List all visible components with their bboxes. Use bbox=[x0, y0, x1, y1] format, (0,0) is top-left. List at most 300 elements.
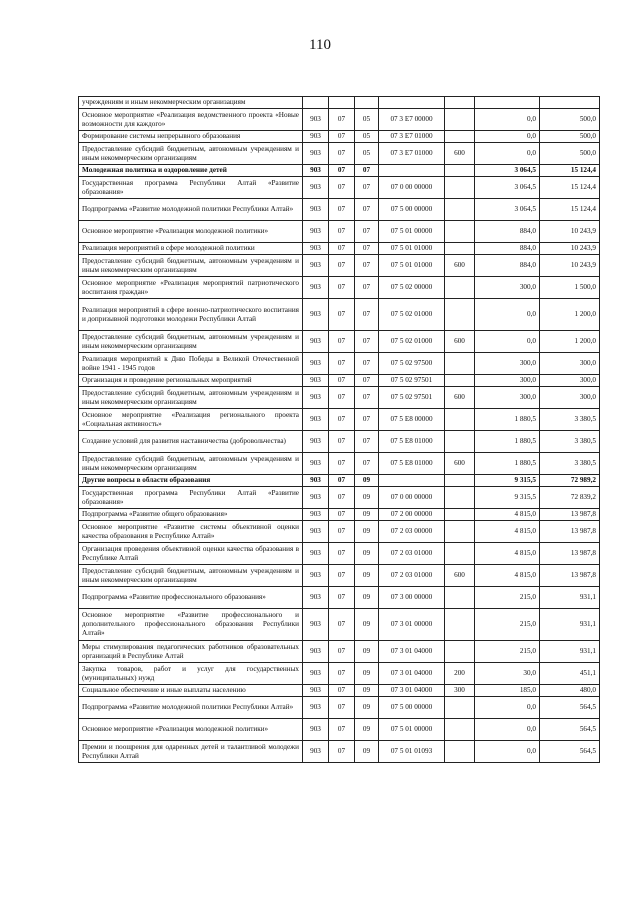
cell-pr: 09 bbox=[355, 475, 379, 487]
cell-amount-1: 1 880,5 bbox=[475, 409, 540, 431]
cell-vr: 600 bbox=[445, 331, 475, 353]
cell-csr: 07 5 01 00000 bbox=[379, 719, 445, 741]
cell-pr: 09 bbox=[355, 565, 379, 587]
cell-csr: 07 3 01 00000 bbox=[379, 609, 445, 641]
cell-gr: 903 bbox=[303, 663, 329, 685]
cell-amount-1: 884,0 bbox=[475, 221, 540, 243]
cell-name: Предоставление субсидий бюджетным, автономным учреждениям и иным некоммерческим организациям bbox=[79, 453, 303, 475]
cell-name: Меры стимулирования педагогических работников образовательных организаций в Республике Алтай bbox=[79, 641, 303, 663]
cell-csr: 07 2 03 01000 bbox=[379, 543, 445, 565]
cell-rz: 07 bbox=[329, 353, 355, 375]
cell-vr bbox=[445, 199, 475, 221]
cell-amount-1: 300,0 bbox=[475, 375, 540, 387]
cell-pr: 07 bbox=[355, 387, 379, 409]
cell-amount-2: 480,0 bbox=[540, 685, 600, 697]
cell-amount-2: 13 987,8 bbox=[540, 521, 600, 543]
cell-gr: 903 bbox=[303, 375, 329, 387]
cell-vr bbox=[445, 221, 475, 243]
cell-rz: 07 bbox=[329, 109, 355, 131]
table-row bbox=[79, 685, 600, 697]
cell-name: Основное мероприятие «Реализация регионального проекта «Социальная активность» bbox=[79, 409, 303, 431]
cell-amount-1: 0,0 bbox=[475, 299, 540, 331]
cell-vr bbox=[445, 509, 475, 521]
cell-amount-2: 564,5 bbox=[540, 697, 600, 719]
cell-amount-1: 215,0 bbox=[475, 587, 540, 609]
cell-name: Основное мероприятие «Развитие профессионального и дополнительного профессионального образования Республики Алтай» bbox=[79, 609, 303, 641]
cell-pr: 05 bbox=[355, 143, 379, 165]
cell-csr: 07 5 01 00000 bbox=[379, 221, 445, 243]
cell-amount-1: 0,0 bbox=[475, 697, 540, 719]
table-row bbox=[79, 299, 600, 331]
cell-gr: 903 bbox=[303, 741, 329, 763]
cell-amount-2: 451,1 bbox=[540, 663, 600, 685]
cell-rz: 07 bbox=[329, 453, 355, 475]
table-row bbox=[79, 255, 600, 277]
cell-pr: 09 bbox=[355, 543, 379, 565]
cell-gr: 903 bbox=[303, 609, 329, 641]
table-row bbox=[79, 131, 600, 143]
cell-amount-1 bbox=[475, 97, 540, 109]
cell-amount-2: 10 243,9 bbox=[540, 221, 600, 243]
cell-gr: 903 bbox=[303, 143, 329, 165]
cell-amount-1: 300,0 bbox=[475, 353, 540, 375]
cell-rz: 07 bbox=[329, 685, 355, 697]
cell-vr bbox=[445, 431, 475, 453]
cell-rz: 07 bbox=[329, 177, 355, 199]
cell-rz: 07 bbox=[329, 331, 355, 353]
cell-gr: 903 bbox=[303, 243, 329, 255]
table-row bbox=[79, 165, 600, 177]
cell-amount-2: 10 243,9 bbox=[540, 255, 600, 277]
cell-gr: 903 bbox=[303, 165, 329, 177]
cell-vr bbox=[445, 587, 475, 609]
cell-amount-1: 1 880,5 bbox=[475, 453, 540, 475]
table-row bbox=[79, 387, 600, 409]
cell-vr bbox=[445, 409, 475, 431]
cell-rz: 07 bbox=[329, 587, 355, 609]
table-row bbox=[79, 375, 600, 387]
cell-pr: 07 bbox=[355, 331, 379, 353]
cell-amount-2: 1 200,0 bbox=[540, 299, 600, 331]
cell-gr: 903 bbox=[303, 565, 329, 587]
cell-vr bbox=[445, 475, 475, 487]
cell-amount-2: 10 243,9 bbox=[540, 243, 600, 255]
cell-amount-2: 72 839,2 bbox=[540, 487, 600, 509]
cell-pr: 07 bbox=[355, 243, 379, 255]
table-row bbox=[79, 565, 600, 587]
cell-amount-1: 215,0 bbox=[475, 641, 540, 663]
cell-name: Подпрограмма «Развитие молодежной политики Республики Алтай» bbox=[79, 697, 303, 719]
cell-amount-2: 15 124,4 bbox=[540, 177, 600, 199]
cell-vr: 600 bbox=[445, 387, 475, 409]
cell-gr: 903 bbox=[303, 131, 329, 143]
cell-amount-1: 300,0 bbox=[475, 387, 540, 409]
table-row bbox=[79, 243, 600, 255]
cell-name: Реализация мероприятий к Дню Победы в Великой Отечественной войне 1941 - 1945 годов bbox=[79, 353, 303, 375]
cell-rz: 07 bbox=[329, 221, 355, 243]
cell-amount-2: 564,5 bbox=[540, 719, 600, 741]
cell-csr: 07 3 01 04000 bbox=[379, 663, 445, 685]
cell-rz: 07 bbox=[329, 641, 355, 663]
budget-table bbox=[78, 96, 600, 763]
cell-amount-2: 72 989,2 bbox=[540, 475, 600, 487]
cell-name: Основное мероприятие «Реализация мероприятий патриотического воспитания граждан» bbox=[79, 277, 303, 299]
cell-gr: 903 bbox=[303, 221, 329, 243]
table-body bbox=[79, 97, 600, 763]
table-row bbox=[79, 221, 600, 243]
cell-csr: 07 5 02 01000 bbox=[379, 331, 445, 353]
cell-rz bbox=[329, 97, 355, 109]
cell-amount-1: 215,0 bbox=[475, 609, 540, 641]
cell-pr: 09 bbox=[355, 685, 379, 697]
table-row bbox=[79, 331, 600, 353]
cell-rz: 07 bbox=[329, 609, 355, 641]
cell-csr: 07 5 01 01093 bbox=[379, 741, 445, 763]
cell-rz: 07 bbox=[329, 697, 355, 719]
cell-rz: 07 bbox=[329, 165, 355, 177]
table-row bbox=[79, 109, 600, 131]
cell-amount-2: 500,0 bbox=[540, 131, 600, 143]
table-row bbox=[79, 431, 600, 453]
cell-vr bbox=[445, 487, 475, 509]
cell-name: Другие вопросы в области образования bbox=[79, 475, 303, 487]
cell-csr: 07 0 00 00000 bbox=[379, 177, 445, 199]
cell-gr: 903 bbox=[303, 331, 329, 353]
cell-amount-2: 500,0 bbox=[540, 143, 600, 165]
cell-amount-1: 4 815,0 bbox=[475, 565, 540, 587]
cell-gr: 903 bbox=[303, 255, 329, 277]
cell-name: Основное мероприятие «Реализация молодежной политики» bbox=[79, 221, 303, 243]
cell-gr: 903 bbox=[303, 521, 329, 543]
cell-csr: 07 5 E8 00000 bbox=[379, 409, 445, 431]
cell-pr: 09 bbox=[355, 521, 379, 543]
cell-name: Предоставление субсидий бюджетным, автономным учреждениям и иным некоммерческим организациям bbox=[79, 143, 303, 165]
cell-amount-1: 4 815,0 bbox=[475, 543, 540, 565]
cell-pr: 09 bbox=[355, 641, 379, 663]
cell-amount-1: 3 064,5 bbox=[475, 177, 540, 199]
cell-amount-2: 931,1 bbox=[540, 587, 600, 609]
cell-pr: 05 bbox=[355, 131, 379, 143]
cell-pr: 05 bbox=[355, 109, 379, 131]
cell-csr: 07 3 00 00000 bbox=[379, 587, 445, 609]
table-row bbox=[79, 543, 600, 565]
cell-gr: 903 bbox=[303, 199, 329, 221]
cell-csr: 07 3 01 04000 bbox=[379, 685, 445, 697]
cell-gr: 903 bbox=[303, 487, 329, 509]
cell-csr: 07 5 02 97500 bbox=[379, 353, 445, 375]
table-row bbox=[79, 353, 600, 375]
cell-name: Предоставление субсидий бюджетным, автономным учреждениям и иным некоммерческим организациям bbox=[79, 255, 303, 277]
cell-amount-2: 3 380,5 bbox=[540, 409, 600, 431]
cell-amount-2: 13 987,8 bbox=[540, 565, 600, 587]
cell-name: Организация и проведение региональных мероприятий bbox=[79, 375, 303, 387]
cell-name: Основное мероприятие «Реализация молодежной политики» bbox=[79, 719, 303, 741]
cell-amount-1: 884,0 bbox=[475, 243, 540, 255]
cell-name: Реализация мероприятий в сфере молодежной политики bbox=[79, 243, 303, 255]
cell-rz: 07 bbox=[329, 719, 355, 741]
cell-vr: 600 bbox=[445, 565, 475, 587]
table-row bbox=[79, 453, 600, 475]
cell-pr: 07 bbox=[355, 353, 379, 375]
table-row bbox=[79, 143, 600, 165]
cell-pr: 07 bbox=[355, 299, 379, 331]
cell-gr: 903 bbox=[303, 177, 329, 199]
cell-gr: 903 bbox=[303, 641, 329, 663]
cell-rz: 07 bbox=[329, 255, 355, 277]
cell-amount-2: 500,0 bbox=[540, 109, 600, 131]
cell-amount-1: 300,0 bbox=[475, 277, 540, 299]
cell-csr: 07 5 00 00000 bbox=[379, 199, 445, 221]
cell-csr: 07 3 E7 01000 bbox=[379, 131, 445, 143]
cell-amount-2: 15 124,4 bbox=[540, 199, 600, 221]
cell-rz: 07 bbox=[329, 663, 355, 685]
table-row bbox=[79, 177, 600, 199]
table-row bbox=[79, 719, 600, 741]
cell-amount-2: 1 200,0 bbox=[540, 331, 600, 353]
cell-vr: 200 bbox=[445, 663, 475, 685]
cell-gr: 903 bbox=[303, 509, 329, 521]
cell-pr: 09 bbox=[355, 719, 379, 741]
page-number: 110 bbox=[309, 37, 331, 53]
cell-rz: 07 bbox=[329, 741, 355, 763]
cell-vr bbox=[445, 609, 475, 641]
cell-pr: 09 bbox=[355, 509, 379, 521]
cell-gr: 903 bbox=[303, 543, 329, 565]
table-row bbox=[79, 475, 600, 487]
cell-amount-2: 564,5 bbox=[540, 741, 600, 763]
cell-amount-2: 15 124,4 bbox=[540, 165, 600, 177]
cell-vr bbox=[445, 299, 475, 331]
cell-gr: 903 bbox=[303, 697, 329, 719]
cell-rz: 07 bbox=[329, 565, 355, 587]
cell-gr: 903 bbox=[303, 453, 329, 475]
cell-rz: 07 bbox=[329, 299, 355, 331]
cell-vr bbox=[445, 277, 475, 299]
cell-rz: 07 bbox=[329, 521, 355, 543]
cell-csr: 07 5 00 00000 bbox=[379, 697, 445, 719]
table-row bbox=[79, 277, 600, 299]
cell-gr: 903 bbox=[303, 109, 329, 131]
cell-csr: 07 3 E7 00000 bbox=[379, 109, 445, 131]
cell-gr: 903 bbox=[303, 299, 329, 331]
cell-pr: 07 bbox=[355, 221, 379, 243]
cell-gr: 903 bbox=[303, 587, 329, 609]
cell-vr bbox=[445, 109, 475, 131]
cell-pr: 07 bbox=[355, 453, 379, 475]
cell-csr: 07 5 02 00000 bbox=[379, 277, 445, 299]
cell-csr bbox=[379, 165, 445, 177]
cell-vr bbox=[445, 719, 475, 741]
cell-csr bbox=[379, 475, 445, 487]
cell-name: Подпрограмма «Развитие общего образования» bbox=[79, 509, 303, 521]
cell-amount-2: 3 380,5 bbox=[540, 453, 600, 475]
cell-csr: 07 2 03 00000 bbox=[379, 521, 445, 543]
cell-vr bbox=[445, 741, 475, 763]
cell-csr: 07 3 E7 01000 bbox=[379, 143, 445, 165]
cell-rz: 07 bbox=[329, 243, 355, 255]
cell-amount-1: 9 315,5 bbox=[475, 475, 540, 487]
cell-amount-1: 0,0 bbox=[475, 143, 540, 165]
cell-gr: 903 bbox=[303, 409, 329, 431]
cell-amount-1: 4 815,0 bbox=[475, 509, 540, 521]
cell-vr bbox=[445, 97, 475, 109]
cell-name: Организация проведения объективной оценки качества образования в Республике Алтай bbox=[79, 543, 303, 565]
cell-rz: 07 bbox=[329, 475, 355, 487]
table-row bbox=[79, 199, 600, 221]
table-row bbox=[79, 697, 600, 719]
table-row bbox=[79, 741, 600, 763]
cell-vr bbox=[445, 641, 475, 663]
cell-rz: 07 bbox=[329, 543, 355, 565]
cell-pr: 07 bbox=[355, 277, 379, 299]
cell-name: Подпрограмма «Развитие молодежной политики Республики Алтай» bbox=[79, 199, 303, 221]
cell-vr bbox=[445, 131, 475, 143]
cell-gr: 903 bbox=[303, 387, 329, 409]
cell-csr: 07 5 E8 01000 bbox=[379, 431, 445, 453]
cell-name: Социальное обеспечение и иные выплаты населению bbox=[79, 685, 303, 697]
cell-rz: 07 bbox=[329, 387, 355, 409]
cell-name: Закупка товаров, работ и услуг для государственных (муниципальных) нужд bbox=[79, 663, 303, 685]
cell-gr: 903 bbox=[303, 431, 329, 453]
cell-gr: 903 bbox=[303, 475, 329, 487]
cell-pr: 07 bbox=[355, 165, 379, 177]
cell-pr: 07 bbox=[355, 375, 379, 387]
cell-amount-2: 300,0 bbox=[540, 375, 600, 387]
cell-vr bbox=[445, 243, 475, 255]
cell-pr: 07 bbox=[355, 431, 379, 453]
cell-amount-2: 13 987,8 bbox=[540, 543, 600, 565]
cell-amount-2: 300,0 bbox=[540, 353, 600, 375]
cell-amount-1: 1 880,5 bbox=[475, 431, 540, 453]
cell-csr: 07 0 00 00000 bbox=[379, 487, 445, 509]
cell-rz: 07 bbox=[329, 409, 355, 431]
cell-gr bbox=[303, 97, 329, 109]
cell-csr: 07 2 03 01000 bbox=[379, 565, 445, 587]
cell-amount-1: 185,0 bbox=[475, 685, 540, 697]
table-row bbox=[79, 97, 600, 109]
table-row bbox=[79, 487, 600, 509]
cell-name: Основное мероприятие «Реализация ведомственного проекта «Новые возможности для каждого» bbox=[79, 109, 303, 131]
cell-pr: 09 bbox=[355, 697, 379, 719]
cell-amount-1: 0,0 bbox=[475, 131, 540, 143]
table-row bbox=[79, 409, 600, 431]
cell-amount-1: 3 064,5 bbox=[475, 165, 540, 177]
cell-amount-1: 9 315,5 bbox=[475, 487, 540, 509]
cell-csr: 07 5 02 97501 bbox=[379, 387, 445, 409]
cell-vr bbox=[445, 521, 475, 543]
cell-vr bbox=[445, 353, 475, 375]
cell-csr bbox=[379, 97, 445, 109]
cell-vr: 600 bbox=[445, 453, 475, 475]
cell-amount-2: 931,1 bbox=[540, 641, 600, 663]
cell-rz: 07 bbox=[329, 277, 355, 299]
cell-pr: 09 bbox=[355, 609, 379, 641]
cell-pr: 09 bbox=[355, 587, 379, 609]
cell-gr: 903 bbox=[303, 353, 329, 375]
cell-rz: 07 bbox=[329, 375, 355, 387]
cell-rz: 07 bbox=[329, 431, 355, 453]
cell-rz: 07 bbox=[329, 199, 355, 221]
cell-pr: 09 bbox=[355, 487, 379, 509]
cell-vr bbox=[445, 697, 475, 719]
cell-amount-1: 884,0 bbox=[475, 255, 540, 277]
cell-amount-2: 3 380,5 bbox=[540, 431, 600, 453]
cell-csr: 07 5 01 01000 bbox=[379, 255, 445, 277]
cell-pr: 07 bbox=[355, 177, 379, 199]
cell-amount-2: 300,0 bbox=[540, 387, 600, 409]
table-row bbox=[79, 521, 600, 543]
cell-csr: 07 5 02 01000 bbox=[379, 299, 445, 331]
cell-name: Формирование системы непрерывного образования bbox=[79, 131, 303, 143]
cell-amount-1: 0,0 bbox=[475, 741, 540, 763]
cell-gr: 903 bbox=[303, 277, 329, 299]
table-row bbox=[79, 509, 600, 521]
cell-amount-1: 3 064,5 bbox=[475, 199, 540, 221]
cell-name: Предоставление субсидий бюджетным, автономным учреждениям и иным некоммерческим организациям bbox=[79, 387, 303, 409]
cell-vr: 600 bbox=[445, 255, 475, 277]
cell-amount-2 bbox=[540, 97, 600, 109]
cell-name: Государственная программа Республики Алтай «Развитие образования» bbox=[79, 177, 303, 199]
cell-csr: 07 5 E8 01000 bbox=[379, 453, 445, 475]
cell-amount-1: 0,0 bbox=[475, 331, 540, 353]
table-row bbox=[79, 587, 600, 609]
cell-gr: 903 bbox=[303, 719, 329, 741]
cell-amount-1: 4 815,0 bbox=[475, 521, 540, 543]
cell-csr: 07 3 01 04000 bbox=[379, 641, 445, 663]
cell-vr: 300 bbox=[445, 685, 475, 697]
cell-amount-2: 1 500,0 bbox=[540, 277, 600, 299]
cell-name: Основное мероприятие «Развитие системы объективной оценки качества образования в Республике Алтай» bbox=[79, 521, 303, 543]
cell-name: Премии и поощрения для одаренных детей и талантливой молодежи Республики Алтай bbox=[79, 741, 303, 763]
cell-pr bbox=[355, 97, 379, 109]
cell-pr: 07 bbox=[355, 255, 379, 277]
cell-csr: 07 5 02 97501 bbox=[379, 375, 445, 387]
cell-vr bbox=[445, 543, 475, 565]
cell-vr bbox=[445, 177, 475, 199]
cell-rz: 07 bbox=[329, 131, 355, 143]
cell-amount-1: 0,0 bbox=[475, 719, 540, 741]
cell-name: Предоставление субсидий бюджетным, автономным учреждениям и иным некоммерческим организациям bbox=[79, 331, 303, 353]
cell-pr: 09 bbox=[355, 663, 379, 685]
cell-name: Государственная программа Республики Алтай «Развитие образования» bbox=[79, 487, 303, 509]
cell-csr: 07 2 00 00000 bbox=[379, 509, 445, 521]
cell-name: Предоставление субсидий бюджетным, автономным учреждениям и иным некоммерческим организациям bbox=[79, 565, 303, 587]
cell-name: Молодежная политика и оздоровление детей bbox=[79, 165, 303, 177]
cell-vr bbox=[445, 375, 475, 387]
table-row bbox=[79, 609, 600, 641]
cell-amount-1: 0,0 bbox=[475, 109, 540, 131]
cell-vr bbox=[445, 165, 475, 177]
cell-rz: 07 bbox=[329, 143, 355, 165]
cell-pr: 07 bbox=[355, 409, 379, 431]
cell-name: Подпрограмма «Развитие профессионального образования» bbox=[79, 587, 303, 609]
table-row bbox=[79, 663, 600, 685]
cell-gr: 903 bbox=[303, 685, 329, 697]
cell-pr: 07 bbox=[355, 199, 379, 221]
cell-csr: 07 5 01 01000 bbox=[379, 243, 445, 255]
cell-rz: 07 bbox=[329, 509, 355, 521]
cell-vr: 600 bbox=[445, 143, 475, 165]
cell-amount-2: 13 987,8 bbox=[540, 509, 600, 521]
table-row bbox=[79, 641, 600, 663]
cell-name: учреждениям и иным некоммерческим организациям bbox=[79, 97, 303, 109]
cell-pr: 09 bbox=[355, 741, 379, 763]
cell-amount-1: 30,0 bbox=[475, 663, 540, 685]
cell-name: Реализация мероприятий в сфере военно-патриотического воспитания и допризывной подготовки молодежи Республики Алтай bbox=[79, 299, 303, 331]
cell-rz: 07 bbox=[329, 487, 355, 509]
cell-amount-2: 931,1 bbox=[540, 609, 600, 641]
cell-name: Создание условий для развития наставничества (добровольчества) bbox=[79, 431, 303, 453]
